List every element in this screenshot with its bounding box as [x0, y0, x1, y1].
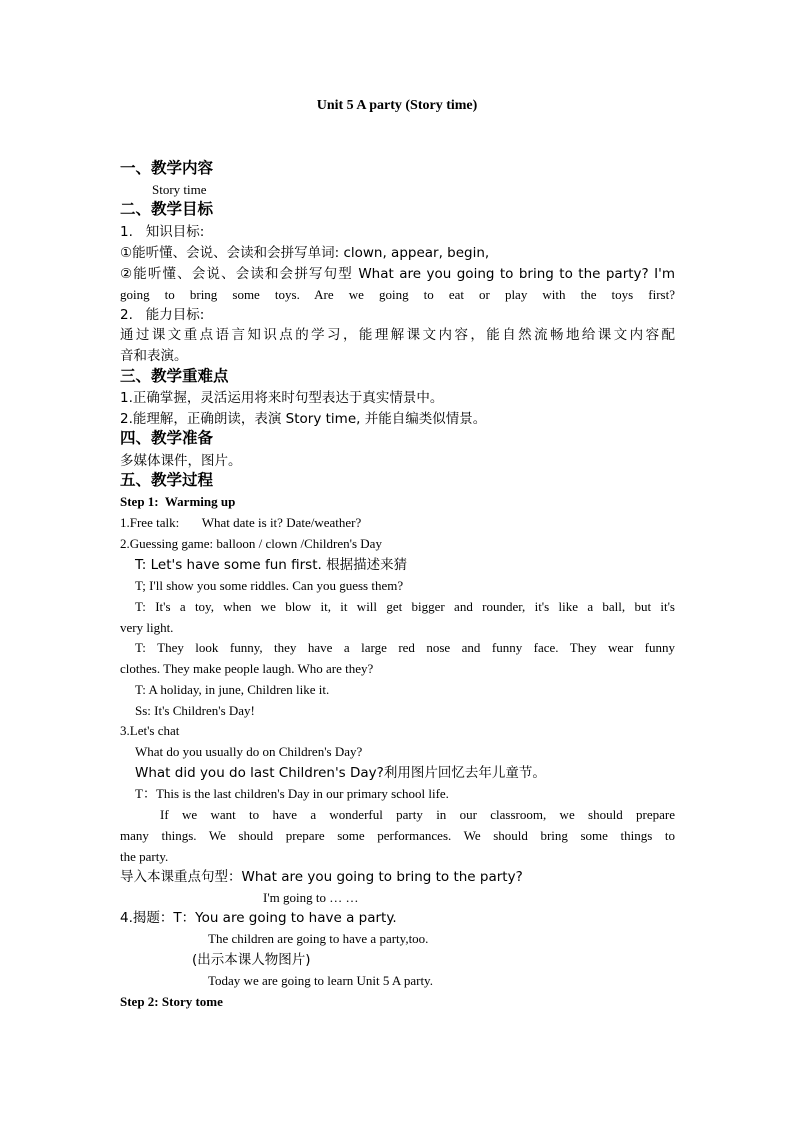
section-heading-process: 五、教学过程: [120, 472, 214, 489]
objective-sentences-cont: going to bring some toys. Are we going to eat or play with the toys first?: [120, 287, 675, 302]
teacher-riddle-holiday: T: A holiday, in june, Children like it.: [135, 682, 330, 697]
objective-ability-label: 2. 能力目标:: [120, 307, 205, 323]
students-answer: Ss: It's Children's Day!: [135, 703, 255, 718]
key-point-1: 1.正确掌握，灵活运用将来时句型表达于真实情景中。: [120, 390, 444, 406]
teacher-paragraph-cont: many things. We should prepare some performances. We should bring some things to: [120, 828, 675, 843]
guessing-game: 2.Guessing game: balloon / clown /Children's Day: [120, 536, 382, 551]
lets-chat: 3.Let's chat: [120, 723, 180, 738]
teacher-riddle-balloon-cont: very light.: [120, 620, 174, 635]
topic-reveal: 4.揭题：T：You are going to have a party.: [120, 910, 397, 926]
teacher-paragraph-end: the party.: [120, 849, 169, 864]
free-talk: 1.Free talk: What date is it? Date/weather?: [120, 515, 362, 530]
key-sentence-answer: I'm going to … …: [263, 890, 359, 905]
teacher-riddle-balloon: T: It's a toy, when we blow it, it will get bigger and rounder, it's like a ball, but it's: [135, 599, 675, 614]
objective-words: ①能听懂、会说、会读和会拼写单词: clown, appear, begin,: [120, 245, 490, 261]
document-title: Unit 5 A party (Story time): [316, 98, 478, 113]
preparation-text: 多媒体课件，图片。: [120, 453, 242, 469]
step-1-heading: Step 1: Warming up: [120, 494, 236, 509]
show-characters-note: (出示本课人物图片): [192, 952, 311, 968]
key-sentence-intro: 导入本课重点句型：What are you going to bring to the party?: [120, 869, 523, 885]
teacher-riddle-clown: T: They look funny, they have a large red nose and funny face. They wear funny: [135, 640, 675, 655]
teacher-line: T：This is the last children's Day in our primary school life.: [135, 786, 449, 801]
chat-question: What do you usually do on Children's Day?: [135, 744, 363, 759]
objective-knowledge-label: 1. 知识目标:: [120, 224, 205, 240]
section-heading-preparation: 四、教学准备: [120, 430, 214, 447]
teacher-line: T: Let's have some fun first. 根据描述来猜: [135, 557, 408, 573]
key-point-2: 2.能理解，正确朗读，表演 Story time, 并能自编类似情景。: [120, 411, 487, 427]
step-2-heading: Step 2: Story tome: [120, 994, 223, 1009]
section-heading-key-points: 三、教学重难点: [120, 368, 229, 385]
topic-reveal-line: Today we are going to learn Unit 5 A party.: [208, 973, 433, 988]
objective-ability-text: 通过课文重点语言知识点的学习，能理解课文内容，能自然流畅地给课文内容配: [120, 327, 675, 343]
objective-sentences: ②能听懂、会说、会读和会拼写句型 What are you going to bring to the party? I'm: [120, 266, 675, 282]
section-heading-content: 一、教学内容: [120, 160, 214, 177]
section-heading-objectives: 二、教学目标: [120, 201, 214, 218]
objective-ability-text-cont: 音和表演。: [120, 348, 188, 364]
topic-reveal-line: The children are going to have a party,too.: [208, 931, 429, 946]
teacher-riddle-clown-cont: clothes. They make people laugh. Who are they?: [120, 661, 374, 676]
teacher-line: T; I'll show you some riddles. Can you guess them?: [135, 578, 404, 593]
teacher-paragraph: If we want to have a wonderful party in our classroom, we should prepare: [160, 807, 675, 822]
chat-question: What did you do last Children's Day?利用图片回忆去年儿童节。: [135, 765, 546, 781]
content-text: Story time: [152, 182, 207, 197]
